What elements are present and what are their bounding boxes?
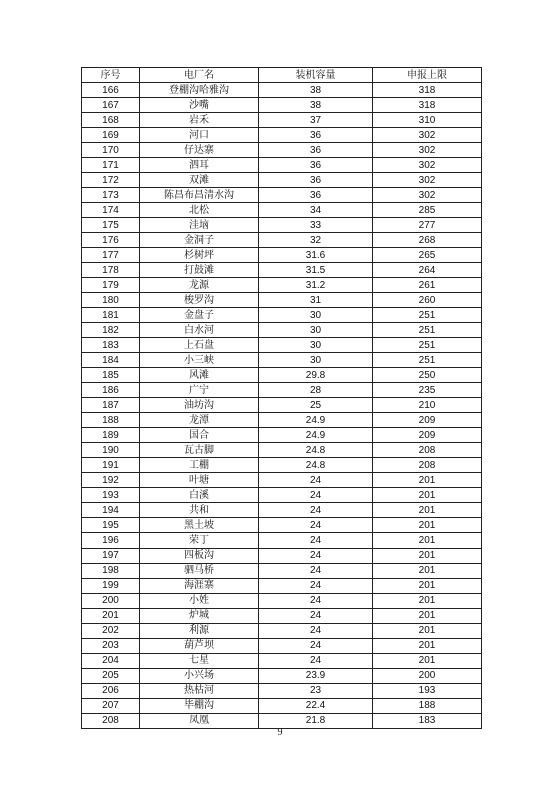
cell-seq: 189: [82, 428, 140, 443]
cell-plant-name: 杉树坪: [140, 248, 259, 263]
cell-declared-limit: 201: [373, 473, 482, 488]
cell-capacity: 23: [259, 683, 373, 698]
cell-capacity: 37: [259, 113, 373, 128]
header-declared-limit: 申报上限: [373, 68, 482, 83]
cell-plant-name: 双滩: [140, 173, 259, 188]
cell-declared-limit: 318: [373, 98, 482, 113]
cell-declared-limit: 264: [373, 263, 482, 278]
cell-capacity: 23.9: [259, 668, 373, 683]
cell-capacity: 24.8: [259, 458, 373, 473]
table-row: [82, 278, 482, 293]
cell-declared-limit: 201: [373, 533, 482, 548]
cell-seq: 169: [82, 128, 140, 143]
cell-plant-name: 瓦古脚: [140, 443, 259, 458]
cell-seq: 170: [82, 143, 140, 158]
table-row: [82, 473, 482, 488]
cell-capacity: 25: [259, 398, 373, 413]
table-row: [82, 593, 482, 608]
table-row: [82, 83, 482, 98]
table-row: [82, 308, 482, 323]
cell-capacity: 30: [259, 308, 373, 323]
cell-seq: 177: [82, 248, 140, 263]
cell-seq: 208: [82, 713, 140, 728]
cell-capacity: 24.8: [259, 443, 373, 458]
cell-seq: 184: [82, 353, 140, 368]
cell-capacity: 31.6: [259, 248, 373, 263]
cell-seq: 190: [82, 443, 140, 458]
cell-plant-name: 龙潭: [140, 413, 259, 428]
cell-declared-limit: 201: [373, 518, 482, 533]
cell-capacity: 30: [259, 338, 373, 353]
cell-seq: 179: [82, 278, 140, 293]
cell-capacity: 29.8: [259, 368, 373, 383]
cell-seq: 207: [82, 698, 140, 713]
cell-capacity: 38: [259, 83, 373, 98]
table-row: [82, 203, 482, 218]
table-row: [82, 503, 482, 518]
cell-seq: 182: [82, 323, 140, 338]
cell-plant-name: 白溪: [140, 488, 259, 503]
cell-capacity: 31: [259, 293, 373, 308]
cell-capacity: 24.9: [259, 428, 373, 443]
cell-declared-limit: 251: [373, 308, 482, 323]
cell-declared-limit: 302: [373, 128, 482, 143]
cell-capacity: 24.9: [259, 413, 373, 428]
cell-declared-limit: 209: [373, 428, 482, 443]
cell-plant-name: 陈昌布昌清水沟: [140, 188, 259, 203]
cell-declared-limit: 201: [373, 563, 482, 578]
cell-declared-limit: 208: [373, 443, 482, 458]
cell-seq: 187: [82, 398, 140, 413]
cell-declared-limit: 210: [373, 398, 482, 413]
cell-declared-limit: 183: [373, 713, 482, 728]
cell-declared-limit: 251: [373, 338, 482, 353]
cell-capacity: 24: [259, 488, 373, 503]
table-row: [82, 188, 482, 203]
cell-declared-limit: 201: [373, 608, 482, 623]
power-plant-table: [81, 67, 482, 729]
cell-capacity: 30: [259, 323, 373, 338]
cell-plant-name: 岩禾: [140, 113, 259, 128]
cell-plant-name: 热枯河: [140, 683, 259, 698]
table-row: [82, 113, 482, 128]
cell-plant-name: 四板沟: [140, 548, 259, 563]
cell-seq: 198: [82, 563, 140, 578]
table-row: [82, 338, 482, 353]
cell-capacity: 36: [259, 158, 373, 173]
table-row: [82, 263, 482, 278]
cell-plant-name: 海涯寨: [140, 578, 259, 593]
table-row: [82, 98, 482, 113]
table-row: [82, 608, 482, 623]
cell-declared-limit: 235: [373, 383, 482, 398]
cell-plant-name: 黑土坡: [140, 518, 259, 533]
table-row: [82, 323, 482, 338]
cell-plant-name: 小姓: [140, 593, 259, 608]
cell-declared-limit: 201: [373, 578, 482, 593]
cell-capacity: 36: [259, 188, 373, 203]
cell-seq: 196: [82, 533, 140, 548]
cell-declared-limit: 209: [373, 413, 482, 428]
table-row: [82, 248, 482, 263]
cell-plant-name: 白水河: [140, 323, 259, 338]
table-row: [82, 413, 482, 428]
cell-plant-name: 风滩: [140, 368, 259, 383]
cell-plant-name: 国合: [140, 428, 259, 443]
table-row: [82, 128, 482, 143]
cell-seq: 180: [82, 293, 140, 308]
cell-seq: 183: [82, 338, 140, 353]
cell-declared-limit: 201: [373, 623, 482, 638]
cell-capacity: 24: [259, 578, 373, 593]
cell-seq: 203: [82, 638, 140, 653]
cell-capacity: 24: [259, 533, 373, 548]
cell-seq: 178: [82, 263, 140, 278]
header-seq: 序号: [82, 68, 140, 83]
cell-seq: 201: [82, 608, 140, 623]
cell-plant-name: 小三峡: [140, 353, 259, 368]
cell-plant-name: 工棚: [140, 458, 259, 473]
cell-capacity: 24: [259, 608, 373, 623]
cell-plant-name: 毕棚沟: [140, 698, 259, 713]
cell-seq: 197: [82, 548, 140, 563]
table-row: [82, 668, 482, 683]
header-capacity: 装机容量: [259, 68, 373, 83]
cell-seq: 172: [82, 173, 140, 188]
cell-plant-name: 驷马桥: [140, 563, 259, 578]
table-row: [82, 623, 482, 638]
cell-declared-limit: 250: [373, 368, 482, 383]
cell-seq: 202: [82, 623, 140, 638]
cell-plant-name: 叶塘: [140, 473, 259, 488]
cell-seq: 206: [82, 683, 140, 698]
cell-capacity: 24: [259, 593, 373, 608]
cell-plant-name: 广宁: [140, 383, 259, 398]
cell-plant-name: 洼垴: [140, 218, 259, 233]
cell-capacity: 24: [259, 503, 373, 518]
cell-seq: 195: [82, 518, 140, 533]
table-row: [82, 638, 482, 653]
table-row: [82, 173, 482, 188]
cell-capacity: 24: [259, 623, 373, 638]
cell-declared-limit: 201: [373, 488, 482, 503]
table-row: [82, 398, 482, 413]
cell-seq: 168: [82, 113, 140, 128]
cell-capacity: 24: [259, 548, 373, 563]
table-row: [82, 293, 482, 308]
cell-plant-name: 龙源: [140, 278, 259, 293]
table-header-row: [82, 68, 482, 83]
cell-plant-name: 金洞子: [140, 233, 259, 248]
table-row: [82, 143, 482, 158]
cell-declared-limit: 201: [373, 653, 482, 668]
cell-plant-name: 上石盘: [140, 338, 259, 353]
cell-plant-name: 小兴场: [140, 668, 259, 683]
cell-capacity: 30: [259, 353, 373, 368]
cell-seq: 167: [82, 98, 140, 113]
cell-capacity: 24: [259, 518, 373, 533]
cell-seq: 192: [82, 473, 140, 488]
cell-declared-limit: 268: [373, 233, 482, 248]
cell-seq: 175: [82, 218, 140, 233]
cell-declared-limit: 201: [373, 548, 482, 563]
cell-plant-name: 七星: [140, 653, 259, 668]
cell-capacity: 33: [259, 218, 373, 233]
cell-capacity: 24: [259, 473, 373, 488]
cell-capacity: 36: [259, 128, 373, 143]
cell-plant-name: 仔达寨: [140, 143, 259, 158]
cell-capacity: 31.2: [259, 278, 373, 293]
table-row: [82, 218, 482, 233]
cell-capacity: 24: [259, 563, 373, 578]
cell-seq: 173: [82, 188, 140, 203]
table-body: [82, 83, 482, 729]
table-row: [82, 698, 482, 713]
cell-declared-limit: 200: [373, 668, 482, 683]
cell-capacity: 24: [259, 638, 373, 653]
cell-plant-name: 荣丁: [140, 533, 259, 548]
cell-plant-name: 油坊沟: [140, 398, 259, 413]
cell-declared-limit: 310: [373, 113, 482, 128]
cell-seq: 204: [82, 653, 140, 668]
cell-capacity: 32: [259, 233, 373, 248]
cell-capacity: 28: [259, 383, 373, 398]
cell-declared-limit: 302: [373, 143, 482, 158]
cell-seq: 174: [82, 203, 140, 218]
cell-seq: 199: [82, 578, 140, 593]
cell-seq: 188: [82, 413, 140, 428]
cell-plant-name: 登棚沟哈雅沟: [140, 83, 259, 98]
cell-capacity: 24: [259, 653, 373, 668]
table-row: [82, 548, 482, 563]
table-row: [82, 578, 482, 593]
cell-declared-limit: 251: [373, 353, 482, 368]
table-row: [82, 353, 482, 368]
table-row: [82, 233, 482, 248]
cell-declared-limit: 265: [373, 248, 482, 263]
cell-declared-limit: 201: [373, 593, 482, 608]
cell-declared-limit: 302: [373, 158, 482, 173]
cell-declared-limit: 318: [373, 83, 482, 98]
cell-declared-limit: 251: [373, 323, 482, 338]
cell-declared-limit: 193: [373, 683, 482, 698]
cell-plant-name: 河口: [140, 128, 259, 143]
cell-seq: 185: [82, 368, 140, 383]
table-row: [82, 458, 482, 473]
cell-seq: 193: [82, 488, 140, 503]
cell-capacity: 21.8: [259, 713, 373, 728]
table-row: [82, 158, 482, 173]
cell-seq: 191: [82, 458, 140, 473]
cell-declared-limit: 188: [373, 698, 482, 713]
table-row: [82, 383, 482, 398]
table-row: [82, 683, 482, 698]
cell-seq: 194: [82, 503, 140, 518]
cell-seq: 176: [82, 233, 140, 248]
cell-capacity: 36: [259, 173, 373, 188]
cell-capacity: 36: [259, 143, 373, 158]
cell-declared-limit: 302: [373, 173, 482, 188]
cell-declared-limit: 261: [373, 278, 482, 293]
table-row: [82, 533, 482, 548]
header-plant-name: 电厂名: [140, 68, 259, 83]
table-row: [82, 368, 482, 383]
cell-plant-name: 泗耳: [140, 158, 259, 173]
cell-declared-limit: 201: [373, 503, 482, 518]
cell-capacity: 38: [259, 98, 373, 113]
cell-seq: 205: [82, 668, 140, 683]
cell-seq: 171: [82, 158, 140, 173]
cell-seq: 200: [82, 593, 140, 608]
cell-plant-name: 梭罗沟: [140, 293, 259, 308]
cell-plant-name: 共和: [140, 503, 259, 518]
cell-declared-limit: 277: [373, 218, 482, 233]
table-row: [82, 563, 482, 578]
cell-plant-name: 炉城: [140, 608, 259, 623]
cell-capacity: 31.5: [259, 263, 373, 278]
cell-declared-limit: 260: [373, 293, 482, 308]
table-row: [82, 428, 482, 443]
table-row: [82, 713, 482, 728]
cell-capacity: 22.4: [259, 698, 373, 713]
cell-plant-name: 北松: [140, 203, 259, 218]
table-row: [82, 488, 482, 503]
cell-plant-name: 金盘子: [140, 308, 259, 323]
table-row: [82, 653, 482, 668]
cell-seq: 166: [82, 83, 140, 98]
cell-seq: 181: [82, 308, 140, 323]
cell-declared-limit: 201: [373, 638, 482, 653]
cell-plant-name: 葫芦坝: [140, 638, 259, 653]
cell-plant-name: 利源: [140, 623, 259, 638]
table-row: [82, 443, 482, 458]
cell-declared-limit: 208: [373, 458, 482, 473]
cell-declared-limit: 285: [373, 203, 482, 218]
cell-plant-name: 沙嘴: [140, 98, 259, 113]
cell-plant-name: 打鼓滩: [140, 263, 259, 278]
cell-seq: 186: [82, 383, 140, 398]
page-number: 9: [277, 727, 283, 738]
cell-capacity: 34: [259, 203, 373, 218]
cell-declared-limit: 302: [373, 188, 482, 203]
cell-plant-name: 凤凰: [140, 713, 259, 728]
table-row: [82, 518, 482, 533]
